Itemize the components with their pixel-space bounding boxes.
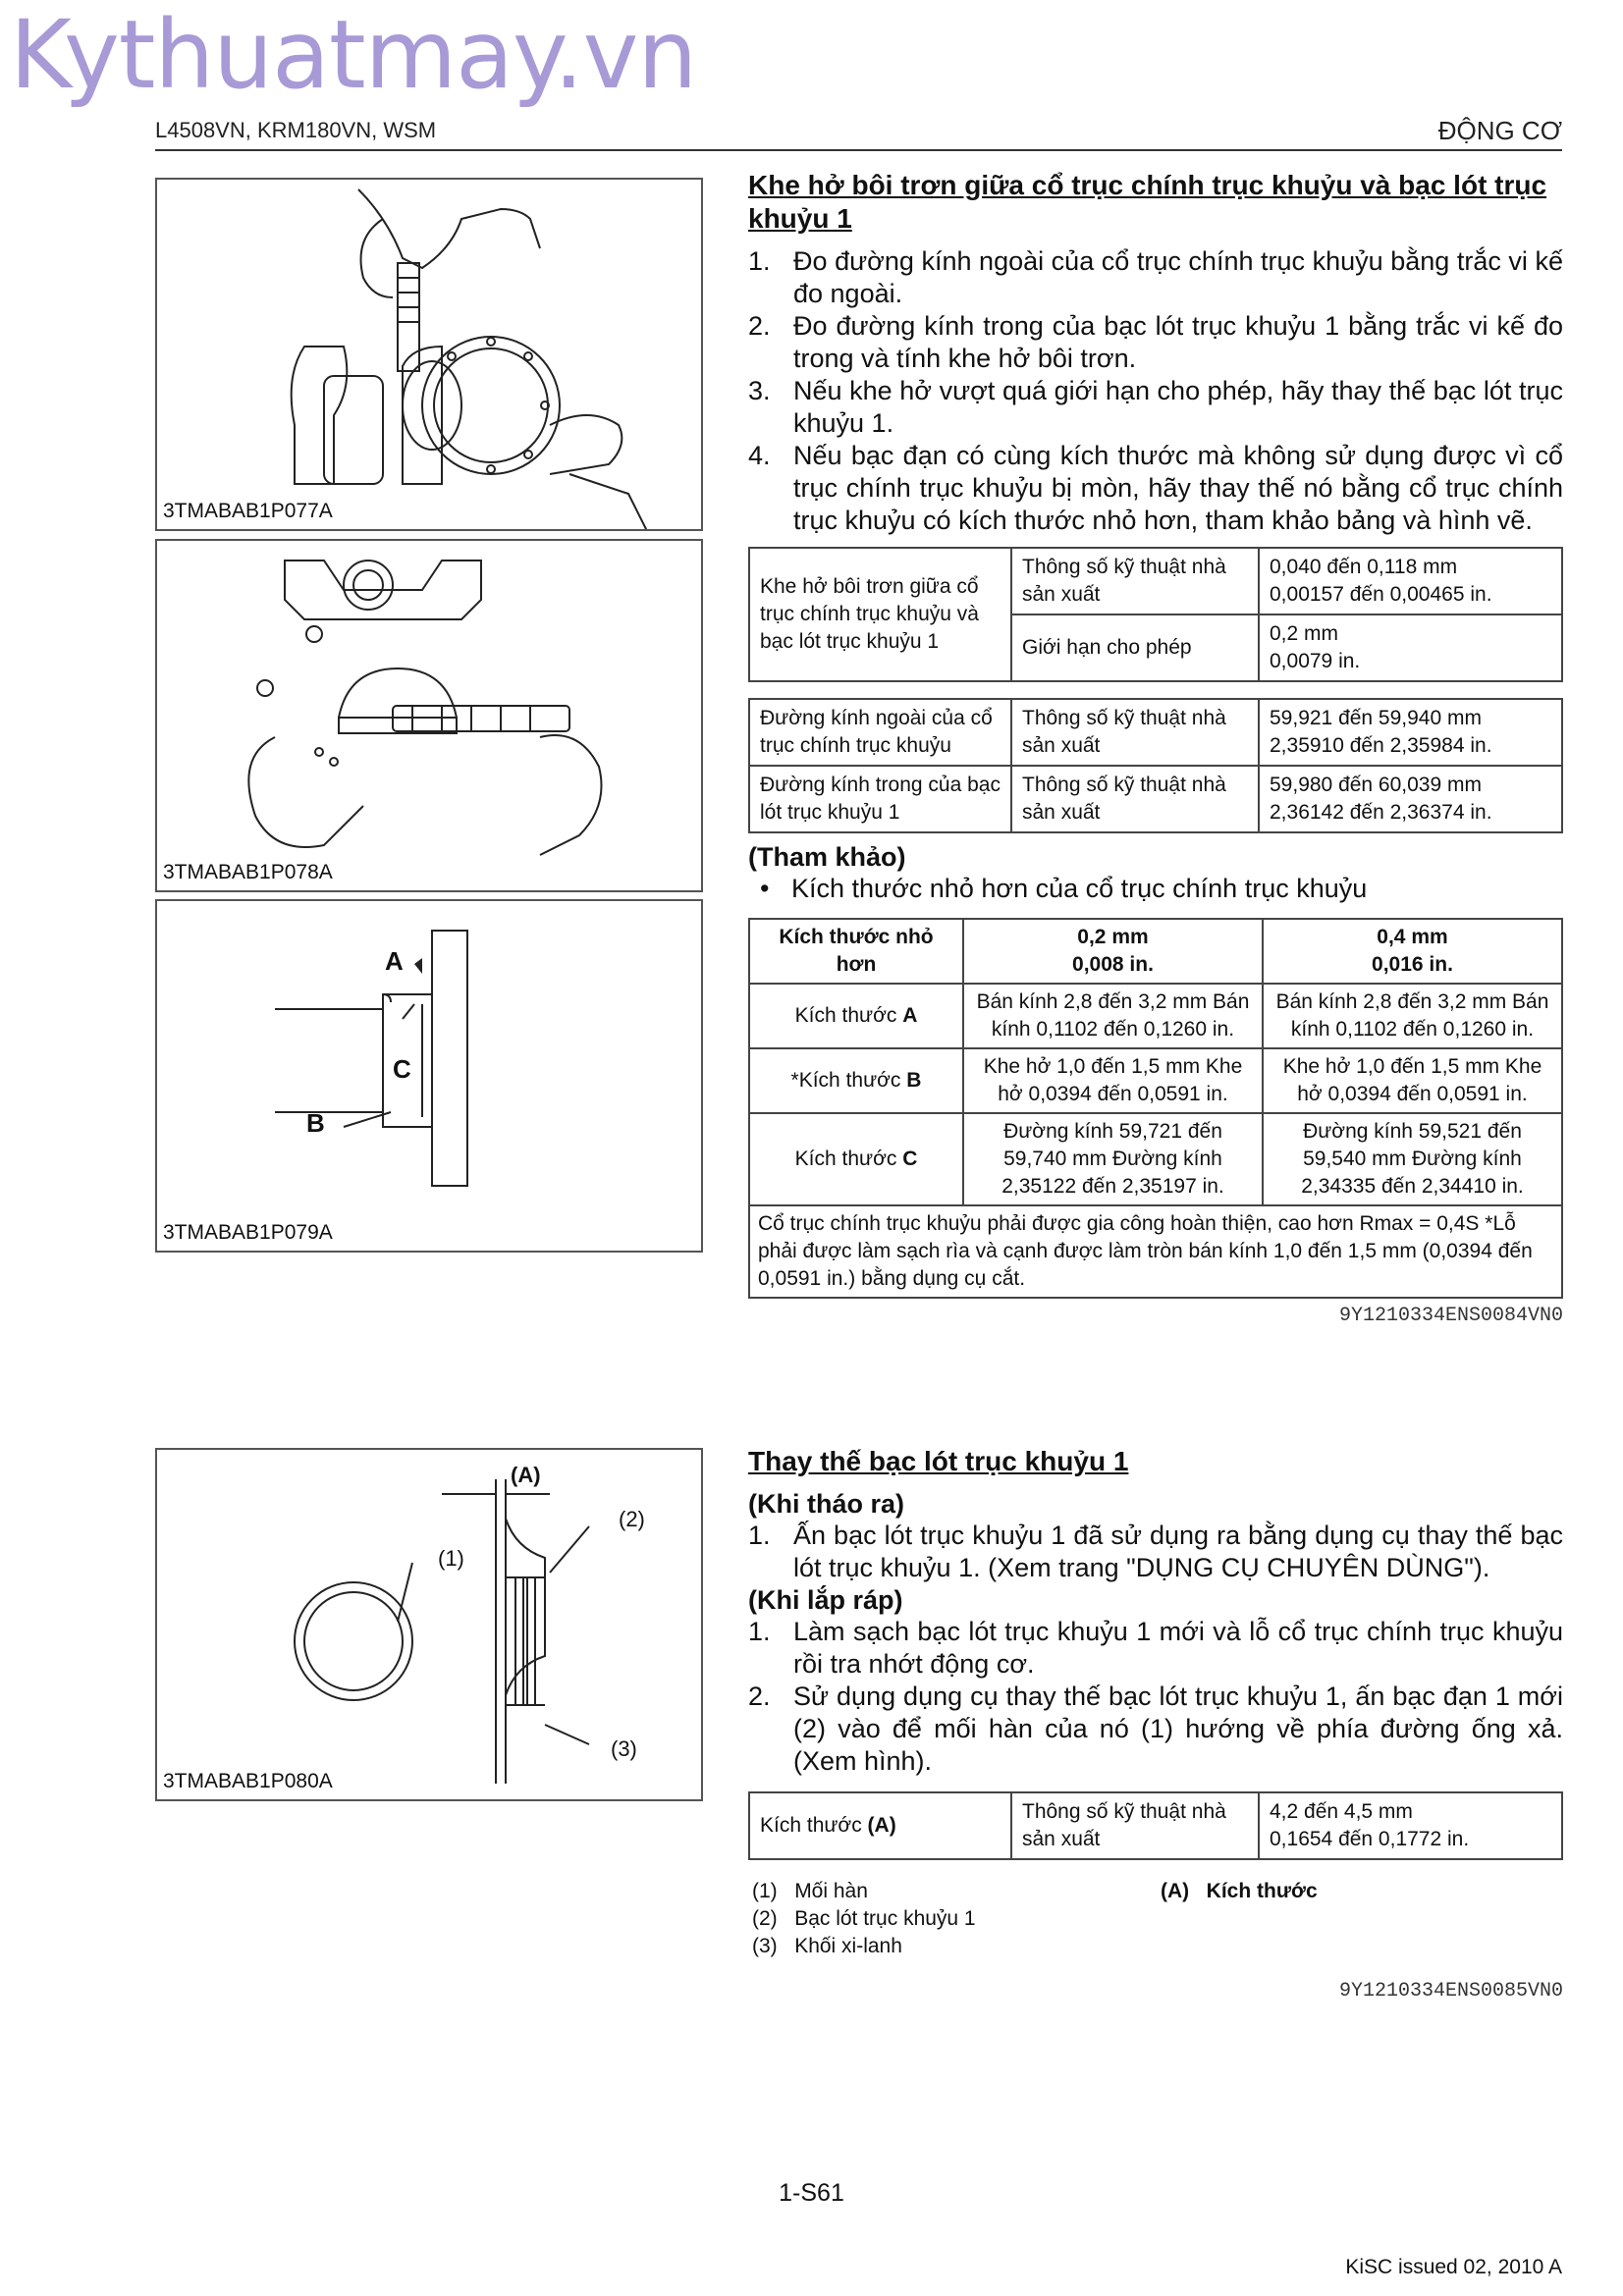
section-title: Thay thế bạc lót trục khuỷu 1 [748,1446,1129,1476]
header-model: L4508VN, KRM180VN, WSM [155,118,437,142]
spec-item: Đường kính trong của bạc lót trục khuỷu 1 [749,766,1011,832]
spec-value: 59,980 đến 60,039 mm 2,36142 đến 2,36374 in. [1259,766,1562,832]
watermark-text: Kythuatmay.vn [10,0,697,110]
figure-bushing-install [155,1448,703,1801]
figure-micrometer-inner [155,539,703,892]
label-a-dim: (A) [511,1463,541,1487]
spec-value: 59,921 đến 59,940 mm 2,35910 đến 2,35984 in. [1259,699,1562,766]
issued-text: KiSC issued 02, 2010 A [1345,2256,1562,2278]
header-section: ĐỘNG CƠ [1437,116,1562,145]
section-bushing-replace [748,1445,1563,2002]
label-3: (3) [611,1736,637,1761]
spec-item: Đường kính ngoài của cổ trục chính trục khuỷu [749,699,1011,766]
legend-item: (3) Khối xi-lanh [752,1935,902,1957]
spec-item: Khe hở bôi trơn giữa cổ trục chính trục khuỷu và bạc lót trục khuỷu 1 [749,548,1011,681]
figure-caption: 3TMABAB1P079A [163,1221,333,1244]
table-note: Cổ trục chính trục khuỷu phải được gia công hoàn thiện, cao hơn Rmax = 0,4S *Lỗ phải được làm sạch rìa và cạnh được làm tròn bán kính 1,0 đến 1,5 mm (0,0394 đến 0,0591 in.) bằng dụng cụ cắt. [749,1205,1562,1298]
install-title: (Khi lắp ráp) [748,1585,903,1615]
figure-undersize-dimensions [155,899,703,1253]
step-item: 4. Nếu bạc đạn có cùng kích thước mà không sử dụng được vì cổ trục chính trục khuỷu bị mòn, hãy thay thế nó bằng cổ trục chính trục khuỷu có kích thước nhỏ hơn, tham khảo bảng và hình vẽ. [748,441,1563,535]
table-header: Kích thước nhỏ hơn [749,919,963,984]
table-row: Kích thước C Đường kính 59,721 đến 59,740 mm Đường kính 2,35122 đến 2,35197 in. Đường kính 59,521 đến 59,540 mm Đường kính 2,34335 đến 2,34410 in. [749,1113,1562,1205]
doc-id: 9Y1210334ENS0085VN0 [1338,1980,1563,2002]
figure-caption: 3TMABAB1P078A [163,861,333,883]
spec-label: Giới hạn cho phép [1011,614,1259,681]
table-row: Kích thước A Bán kính 2,8 đến 3,2 mm Bán kính 0,1102 đến 0,1260 in. Bán kính 2,8 đến 3,2 mm Bán kính 0,1102 đến 0,1260 in. [749,984,1562,1048]
spec-value: 0,040 đến 0,118 mm 0,00157 đến 0,00465 in. [1259,548,1562,614]
step-item: 1. Đo đường kính ngoài của cổ trục chính trục khuỷu bằng trắc vi kế đo ngoài. [748,246,1563,308]
table-header: 0,2 mm 0,008 in. [963,919,1263,984]
step-list [748,245,1563,537]
removal-steps [748,1520,1563,1584]
legend-item: (A) Kích thước [1161,1880,1318,1902]
label-2: (2) [619,1507,645,1531]
spec-label: Thông số kỹ thuật nhà sản xuất [1011,548,1259,614]
label-b: B [306,1108,325,1138]
undersize-dimension-diagram [157,901,701,1251]
spec-value: 0,2 mm 0,0079 in. [1259,614,1562,681]
spec-label: Thông số kỹ thuật nhà sản xuất [1011,1792,1259,1859]
reference-bullet: • Kích thước nhỏ hơn của cổ trục chính trục khuỷu [760,874,1368,903]
spec-value: 4,2 đến 4,5 mm 0,1654 đến 0,1772 in. [1259,1792,1562,1859]
undersize-table [748,918,1563,1299]
step-item: 2. Sử dụng dụng cụ thay thế bạc lót trục khuỷu 1, ấn bạc đạn 1 mới (2) vào để mối hàn của nó (1) hướng về phía đường ống xả. (Xem hình). [748,1682,1563,1776]
spec-item: Kích thước (A) [749,1792,1011,1859]
figure-caption: 3TMABAB1P077A [163,500,333,522]
legend [748,1878,1563,1966]
removal-title: (Khi tháo ra) [748,1489,904,1519]
spec-table-dimension-a [748,1791,1563,1860]
label-c: C [393,1054,411,1084]
spec-table-clearance [748,547,1563,682]
step-item: 1. Ấn bạc lót trục khuỷu 1 đã sử dụng ra bằng dụng cụ thay thế bạc lót trục khuỷu 1. (Xem trang "DỤNG CỤ CHUYÊN DÙNG"). [748,1521,1563,1582]
legend-item: (2) Bạc lót trục khuỷu 1 [752,1907,976,1930]
doc-id: 9Y1210334ENS0084VN0 [1338,1305,1563,1327]
label-a: A [385,946,404,976]
header-rule [155,149,1562,151]
table-row: *Kích thước B Khe hở 1,0 đến 1,5 mm Khe hở 0,0394 đến 0,0591 in. Khe hở 1,0 đến 1,5 mm Khe hở 0,0394 đến 0,0591 in. [749,1048,1562,1113]
step-item: 3. Nếu khe hở vượt quá giới hạn cho phép, hãy thay thế bạc lót trục khuỷu 1. [748,376,1563,438]
spec-table-diameters [748,698,1563,833]
bushing-install-diagram [157,1450,701,1799]
step-item: 1. Làm sạch bạc lót trục khuỷu 1 mới và lỗ cổ trục chính trục khuỷu rồi tra nhớt động cơ. [748,1617,1563,1679]
install-steps [748,1616,1563,1778]
figure-micrometer-outer [155,178,703,531]
section-oil-clearance [748,169,1563,1327]
table-row [749,1205,1562,1298]
bullet-icon: • [760,874,791,903]
micrometer-inner-illustration [157,541,701,890]
reference-title: (Tham khảo) [748,842,906,872]
legend-item: (1) Mối hàn [752,1880,868,1902]
section-title: Khe hở bôi trơn giữa cổ trục chính trục khuỷu và bạc lót trục khuỷu 1 [748,170,1547,234]
step-item: 2. Đo đường kính trong của bạc lót trục khuỷu 1 bằng trắc vi kế đo trong và tính khe hở bôi trơn. [748,311,1563,373]
figure-caption: 3TMABAB1P080A [163,1770,333,1792]
label-1: (1) [438,1546,464,1571]
spec-label: Thông số kỹ thuật nhà sản xuất [1011,766,1259,832]
page-number: 1-S61 [779,2179,844,2207]
table-header: 0,4 mm 0,016 in. [1263,919,1562,984]
spec-label: Thông số kỹ thuật nhà sản xuất [1011,699,1259,766]
micrometer-outer-illustration [157,180,701,529]
